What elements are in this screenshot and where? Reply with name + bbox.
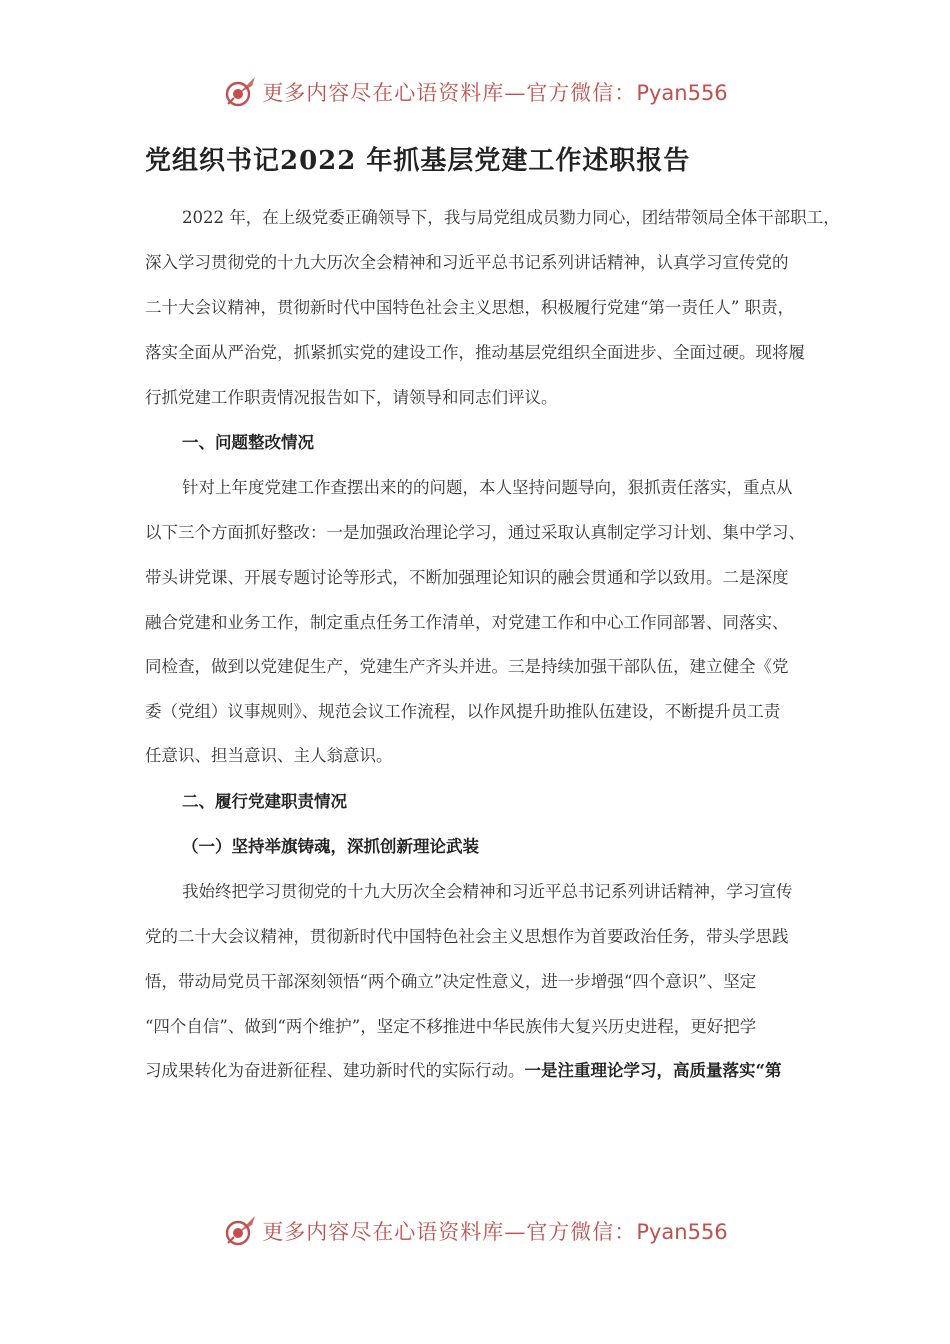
banner-wechat-label: 官方微信：	[526, 1220, 637, 1244]
section2-line: 我始终把学习贯彻党的十九大历次全会精神和习近平总书记系列讲话精神，学习宣传	[182, 882, 793, 901]
intro-line: 二十大会议精神，贯彻新时代中国特色社会主义思想，积极履行党建“第一责任人” 职责，	[145, 298, 795, 317]
banner-wechat-label: 官方微信：	[526, 81, 637, 105]
quill-logo-icon	[222, 1213, 258, 1249]
banner-separator: —	[504, 1220, 527, 1244]
section1-heading: 一、问题整改情况	[182, 433, 314, 452]
section1-line: 带头讲党课、开展专题讨论等形式，不断加强理论知识的融会贯通和学以致用。二是深度	[145, 568, 789, 587]
section1-line: 以下三个方面抓好整改：一是加强政治理论学习，通过采取认真制定学习计划、集中学习、	[145, 523, 805, 542]
banner-text: 更多内容尽在心语资料库	[262, 1220, 505, 1244]
section1-line: 针对上年度党建工作查摆出来的的问题，本人坚持问题导向，狠抓责任落实，重点从	[182, 478, 793, 497]
intro-line: 深入学习贯彻党的十九大历次全会精神和习近平总书记系列讲话精神，认真学习宣传党的	[145, 253, 789, 272]
section2-last-line	[145, 1061, 782, 1081]
quill-logo-icon	[222, 74, 258, 110]
section2-subheading: （一）坚持举旗铸魂，深抓创新理论武装	[182, 837, 479, 856]
section2-line: 悟，带动局党员干部深刻领悟“两个确立”决定性意义，进一步增强“四个意识”、坚定	[145, 972, 757, 991]
document-title: 党组织书记2022 年抓基层党建工作述职报告	[145, 146, 691, 176]
section2-line: “四个自信”、做到“两个维护”，坚定不移推进中华民族伟大复兴历史进程，更好把学	[145, 1017, 757, 1036]
intro-line: 行抓党建工作职责情况报告如下，请领导和同志们评议。	[145, 388, 558, 407]
intro-line: 落实全面从严治党，抓紧抓实党的建设工作，推动基层党组织全面进步、全面过硬。现将履	[145, 343, 805, 362]
section1-line: 融合党建和业务工作，制定重点任务工作清单，对党建工作和中心工作同部署、同落实、	[145, 613, 789, 632]
section1-line: 任意识、担当意识、主人翁意识。	[145, 746, 393, 765]
section2-line: 党的二十大会议精神，贯彻新时代中国特色社会主义思想作为首要政治任务，带头学思践	[145, 927, 789, 946]
footer-banner	[0, 1211, 950, 1251]
banner-text: 更多内容尽在心语资料库	[262, 81, 505, 105]
section1-line: 委（党组）议事规则》、规范会议工作流程，以作风提升助推队伍建设，不断提升员工责	[145, 702, 781, 721]
section2-emphasis: 一是注重理论学习，高质量落实“第	[524, 1061, 782, 1080]
section2-heading: 二、履行党建职责情况	[182, 792, 347, 811]
banner-separator: —	[504, 81, 527, 105]
header-banner	[0, 72, 950, 112]
intro-line: 2022 年，在上级党委正确领导下，我与局党组成员勠力同心，团结带领局全体干部职工，	[182, 208, 840, 227]
banner-account: Pyan556	[636, 1220, 728, 1244]
banner-account: Pyan556	[636, 81, 728, 105]
section1-line: 同检查，做到以党建促生产，党建生产齐头并进。三是持续加强干部队伍，建立健全《党	[145, 657, 789, 676]
section2-last-line-text: 习成果转化为奋进新征程、建功新时代的实际行动。	[145, 1061, 525, 1080]
